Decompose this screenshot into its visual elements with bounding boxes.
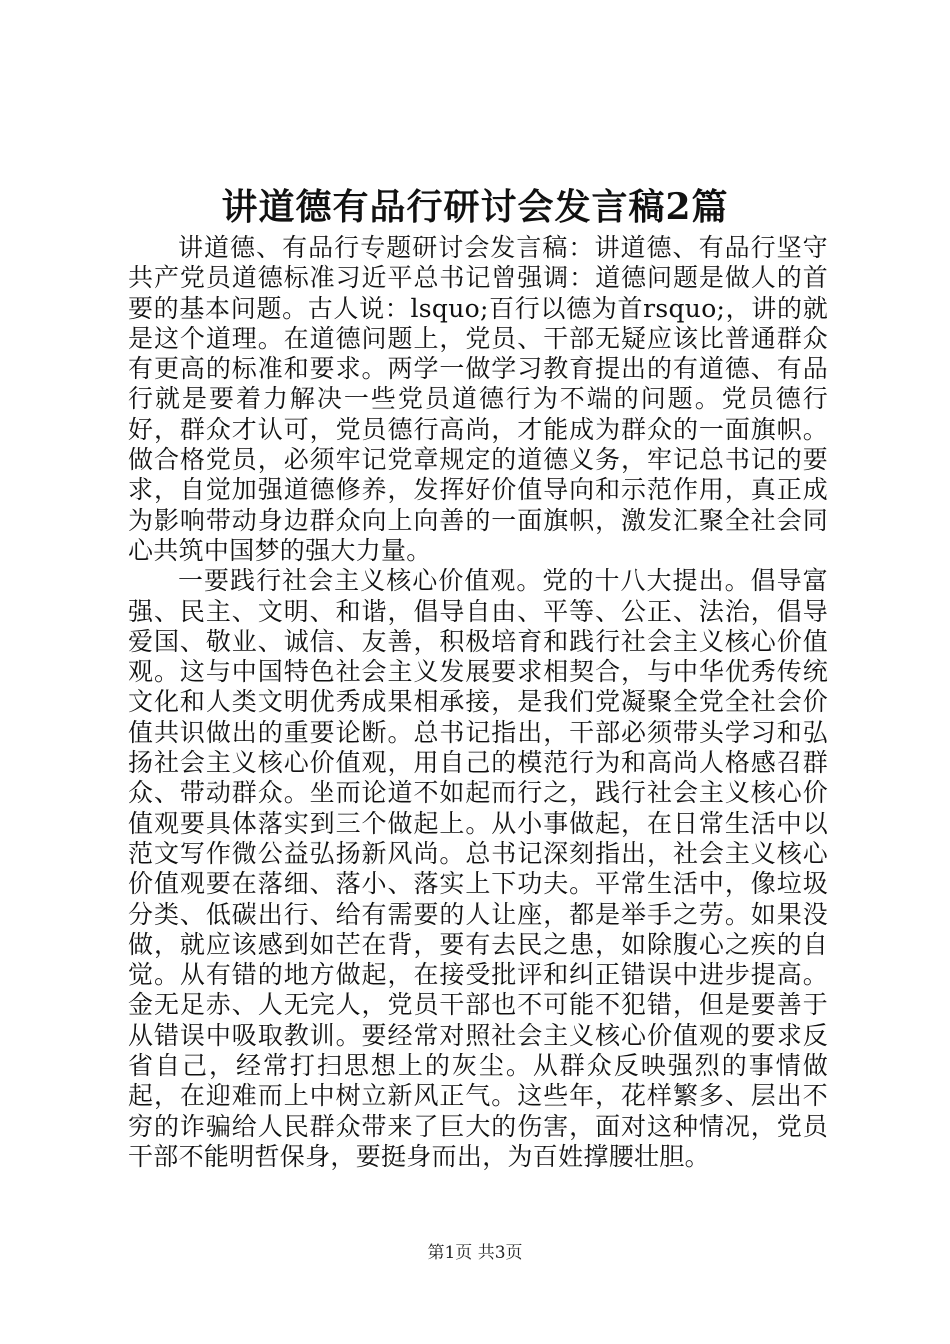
paragraph-1: 讲道德、有品行专题研讨会发言稿：讲道德、有品行坚守共产党员道德标准习近平总书记曾强调：道德问题是做人的首要的基本问题。古人说：lsquo;百行以德为首rsquo;，讲的就是这个道理。在道德问题上，党员、干部无疑应该比普通群众有更高的标准和要求。两学一做学习教育提出的有道德、有品行就是要着力解决一些党员道德行为不端的问题。党员德行好，群众才认可，党员德行高尚，才能成为群众的一面旗帜。做合格党员，必须牢记党章规定的道德义务，牢记总书记的要求，自觉加强道德修养，发挥好价值导向和示范作用，真正成为影响带动身边群众向上向善的一面旗帜，激发汇聚全社会同心共筑中国梦的强大力量。	[128, 233, 828, 565]
document-title: 讲道德有品行研讨会发言稿2篇	[221, 186, 729, 228]
paragraph-2: 一要践行社会主义核心价值观。党的十八大提出。倡导富强、民主、文明、和谐，倡导自由、平等、公正、法治，倡导爱国、敬业、诚信、友善，积极培育和践行社会主义核心价值观。这与中国特色社会主义发展要求相契合，与中华优秀传统文化和人类文明优秀成果相承接，是我们党凝聚全党全社会价值共识做出的重要论断。总书记指出，干部必须带头学习和弘扬社会主义核心价值观，用自己的模范行为和高尚人格感召群众、带动群众。坐而论道不如起而行之，践行社会主义核心价值观要具体落实到三个做起上。从小事做起，在日常生活中以范文写作微公益弘扬新风尚。总书记深刻指出，社会主义核心价值观要在落细、落小、落实上下功夫。平常生活中，像垃圾分类、低碳出行、给有需要的人让座，都是举手之劳。如果没做，就应该感到如芒在背，要有去民之患，如除腹心之疾的自觉。从有错的地方做起，在接受批评和纠正错误中进步提高。金无足赤、人无完人，党员干部也不可能不犯错，但是要善于从错误中吸取教训。要经常对照社会主义核心价值观的要求反省自己，经常打扫思想上的灰尘。从群众反映强烈的事情做起，在迎难而上中树立新风正气。这些年，花样繁多、层出不穷的诈骗给人民群众带来了巨大的伤害，面对这种情况，党员干部不能明哲保身，要挺身而出，为百姓撑腰壮胆。	[128, 566, 828, 1171]
document-body	[128, 233, 828, 1172]
page-footer: 第1页 共3页	[427, 1243, 523, 1263]
